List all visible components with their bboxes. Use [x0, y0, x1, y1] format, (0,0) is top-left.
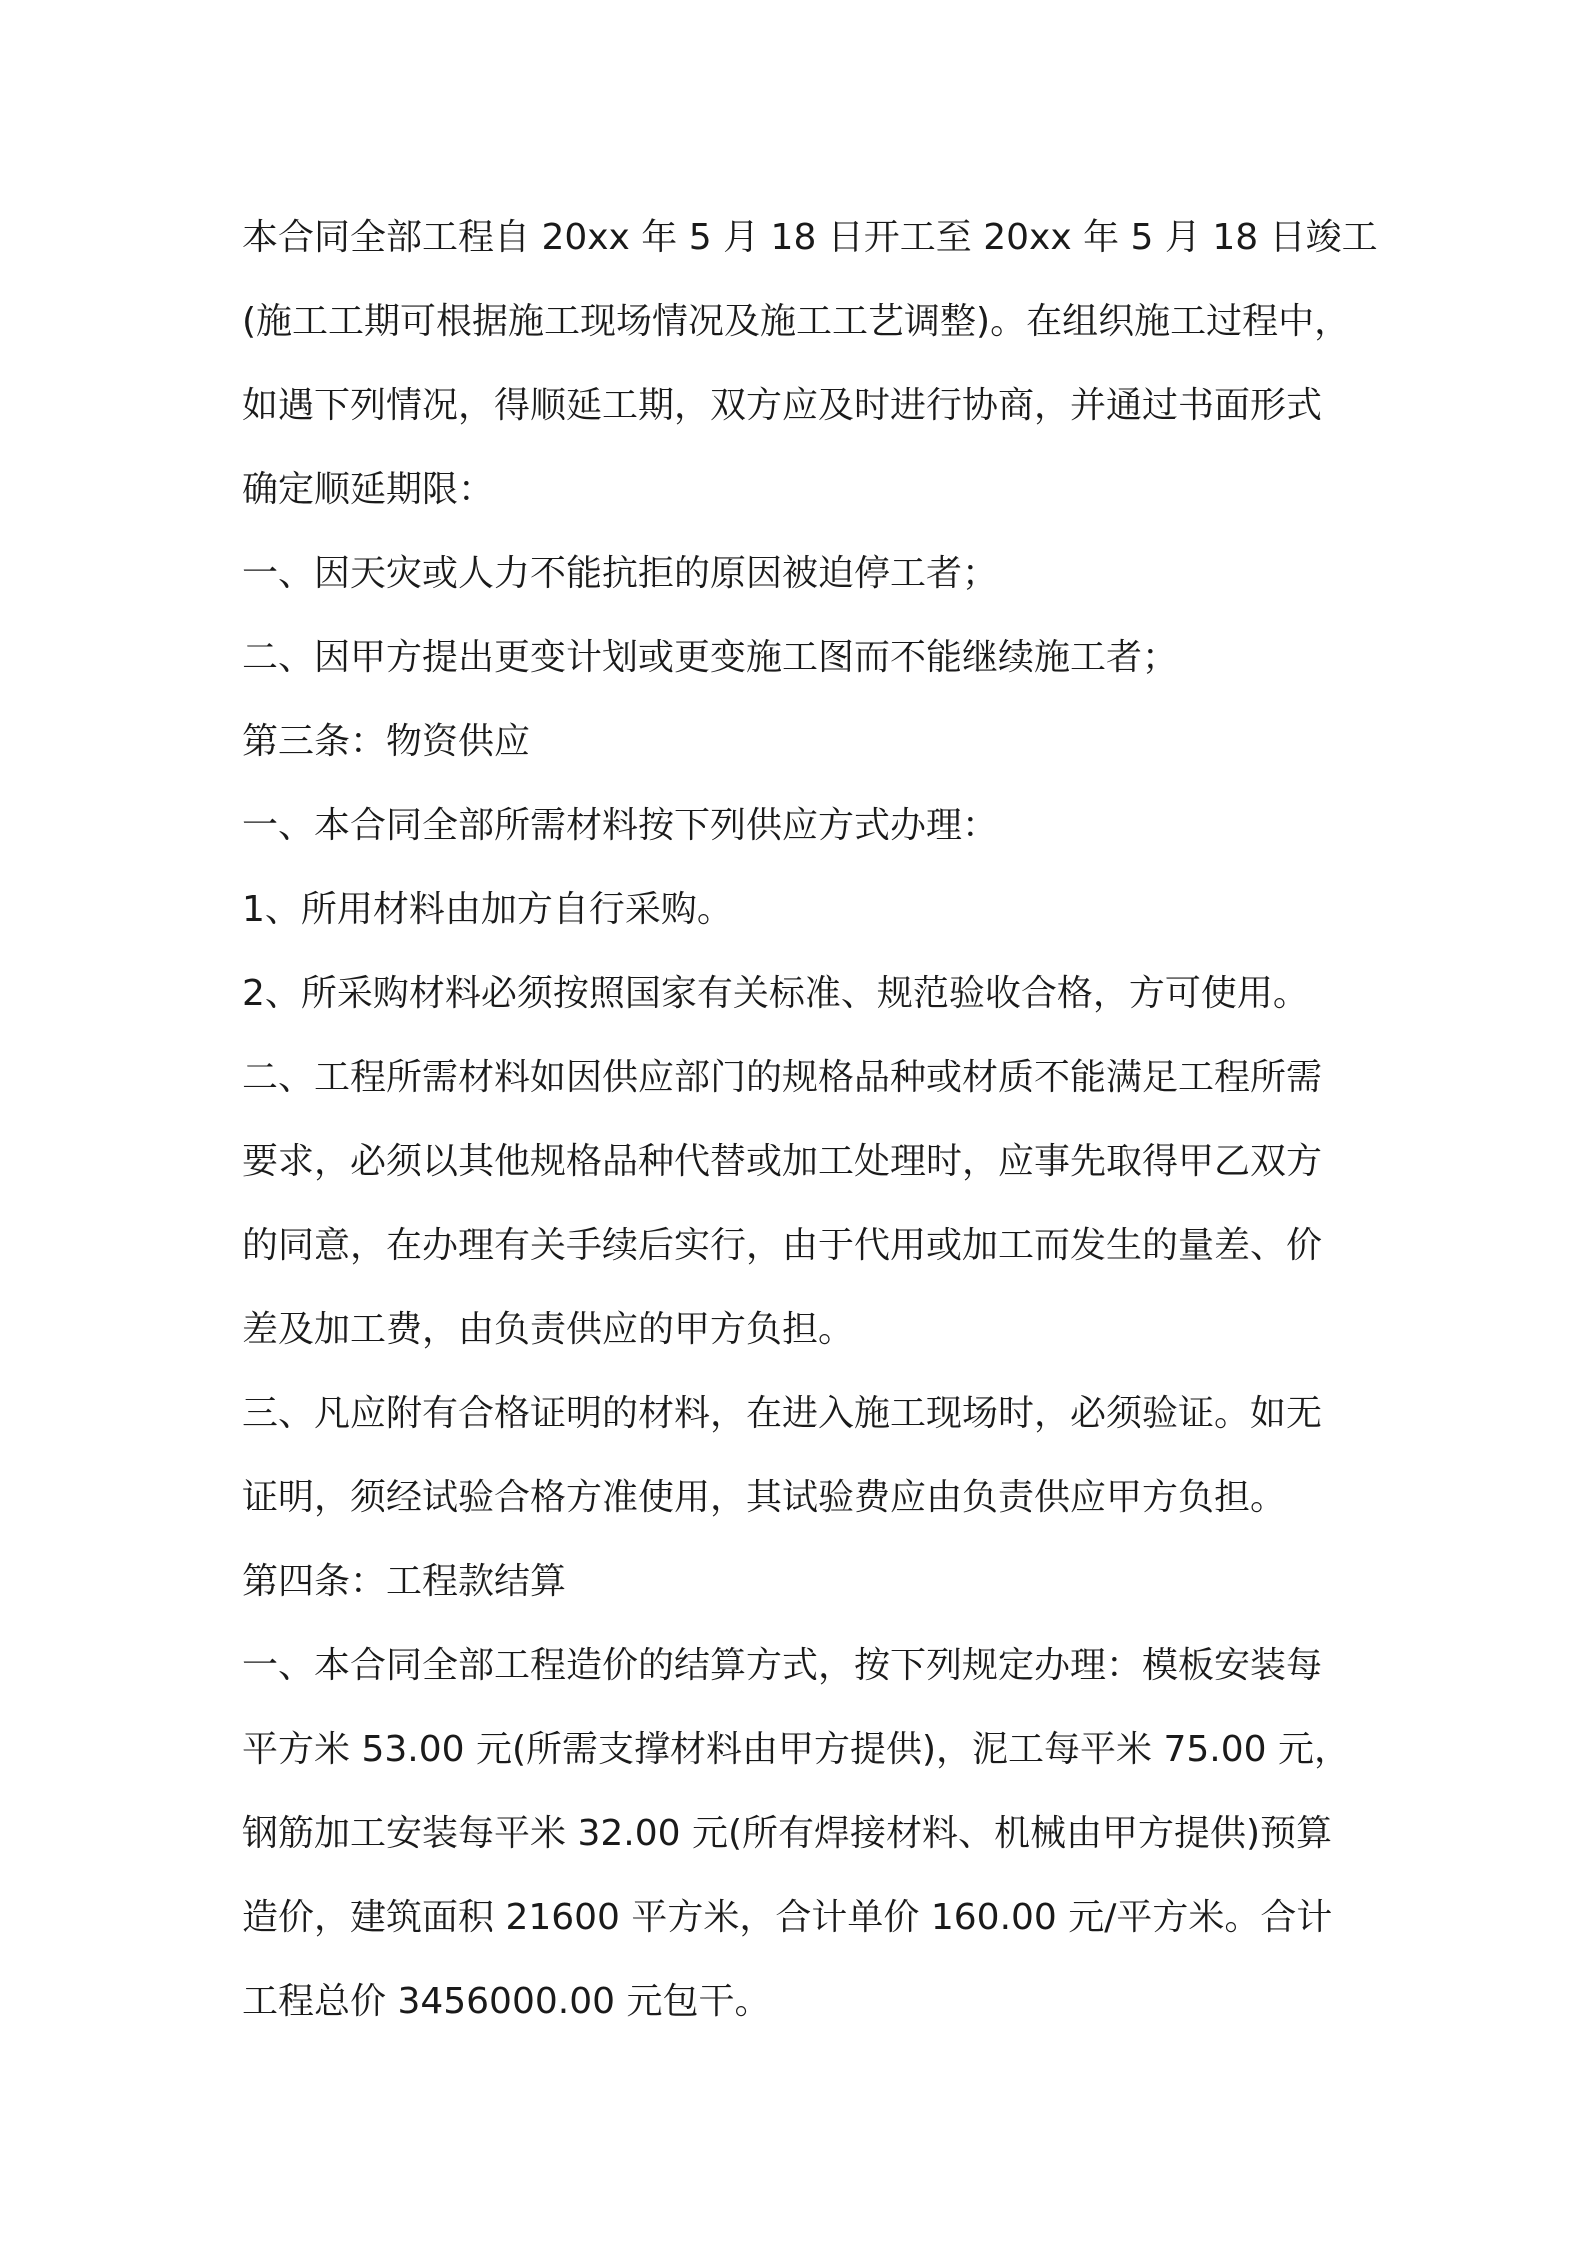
text-line: 工程总价 3456000.00 元包干。 [242, 1981, 771, 2022]
text-line: 如遇下列情况，得顺延工期，双方应及时进行协商，并通过书面形式 [242, 385, 1323, 426]
text-line: 要求，必须以其他规格品种代替或加工处理时，应事先取得甲乙双方 [242, 1141, 1323, 1182]
text-line: 的同意，在办理有关手续后实行，由于代用或加工而发生的量差、价 [242, 1225, 1323, 1266]
text-line: 二、工程所需材料如因供应部门的规格品种或材质不能满足工程所需 [242, 1057, 1323, 1098]
document-body [242, 196, 1378, 2044]
text-line: 一、本合同全部工程造价的结算方式，按下列规定办理：模板安装每 [242, 1645, 1323, 1686]
text-line: 差及加工费，由负责供应的甲方负担。 [242, 1309, 855, 1350]
text-line: 造价，建筑面积 21600 平方米，合计单价 160.00 元/平方米。合计 [242, 1897, 1333, 1938]
text-line: 钢筋加工安装每平米 32.00 元(所有焊接材料、机械由甲方提供)预算 [242, 1813, 1333, 1854]
text-line: 证明，须经试验合格方准使用，其试验费应由负责供应甲方负担。 [242, 1477, 1287, 1518]
text-line: 本合同全部工程自 20xx 年 5 月 18 日开工至 20xx 年 5 月 18 日竣工 [242, 217, 1378, 258]
text-line: 一、本合同全部所需材料按下列供应方式办理： [242, 805, 999, 846]
text-line: 2、所采购材料必须按照国家有关标准、规范验收合格，方可使用。 [242, 973, 1309, 1014]
text-line: 1、所用材料由加方自行采购。 [242, 889, 733, 930]
section-heading: 第四条：工程款结算 [242, 1561, 567, 1602]
text-line: 三、凡应附有合格证明的材料，在进入施工现场时，必须验证。如无 [242, 1393, 1323, 1434]
text-line: 确定顺延期限： [242, 469, 495, 510]
text-line: 二、因甲方提出更变计划或更变施工图而不能继续施工者； [242, 637, 1179, 678]
section-heading: 第三条：物资供应 [242, 721, 531, 762]
text-line: 平方米 53.00 元(所需支撑材料由甲方提供)，泥工每平米 75.00 元， [242, 1729, 1350, 1770]
text-line: (施工工期可根据施工现场情况及施工工艺调整)。在组织施工过程中， [242, 301, 1351, 342]
text-line: 一、因天灾或人力不能抗拒的原因被迫停工者； [242, 553, 999, 594]
